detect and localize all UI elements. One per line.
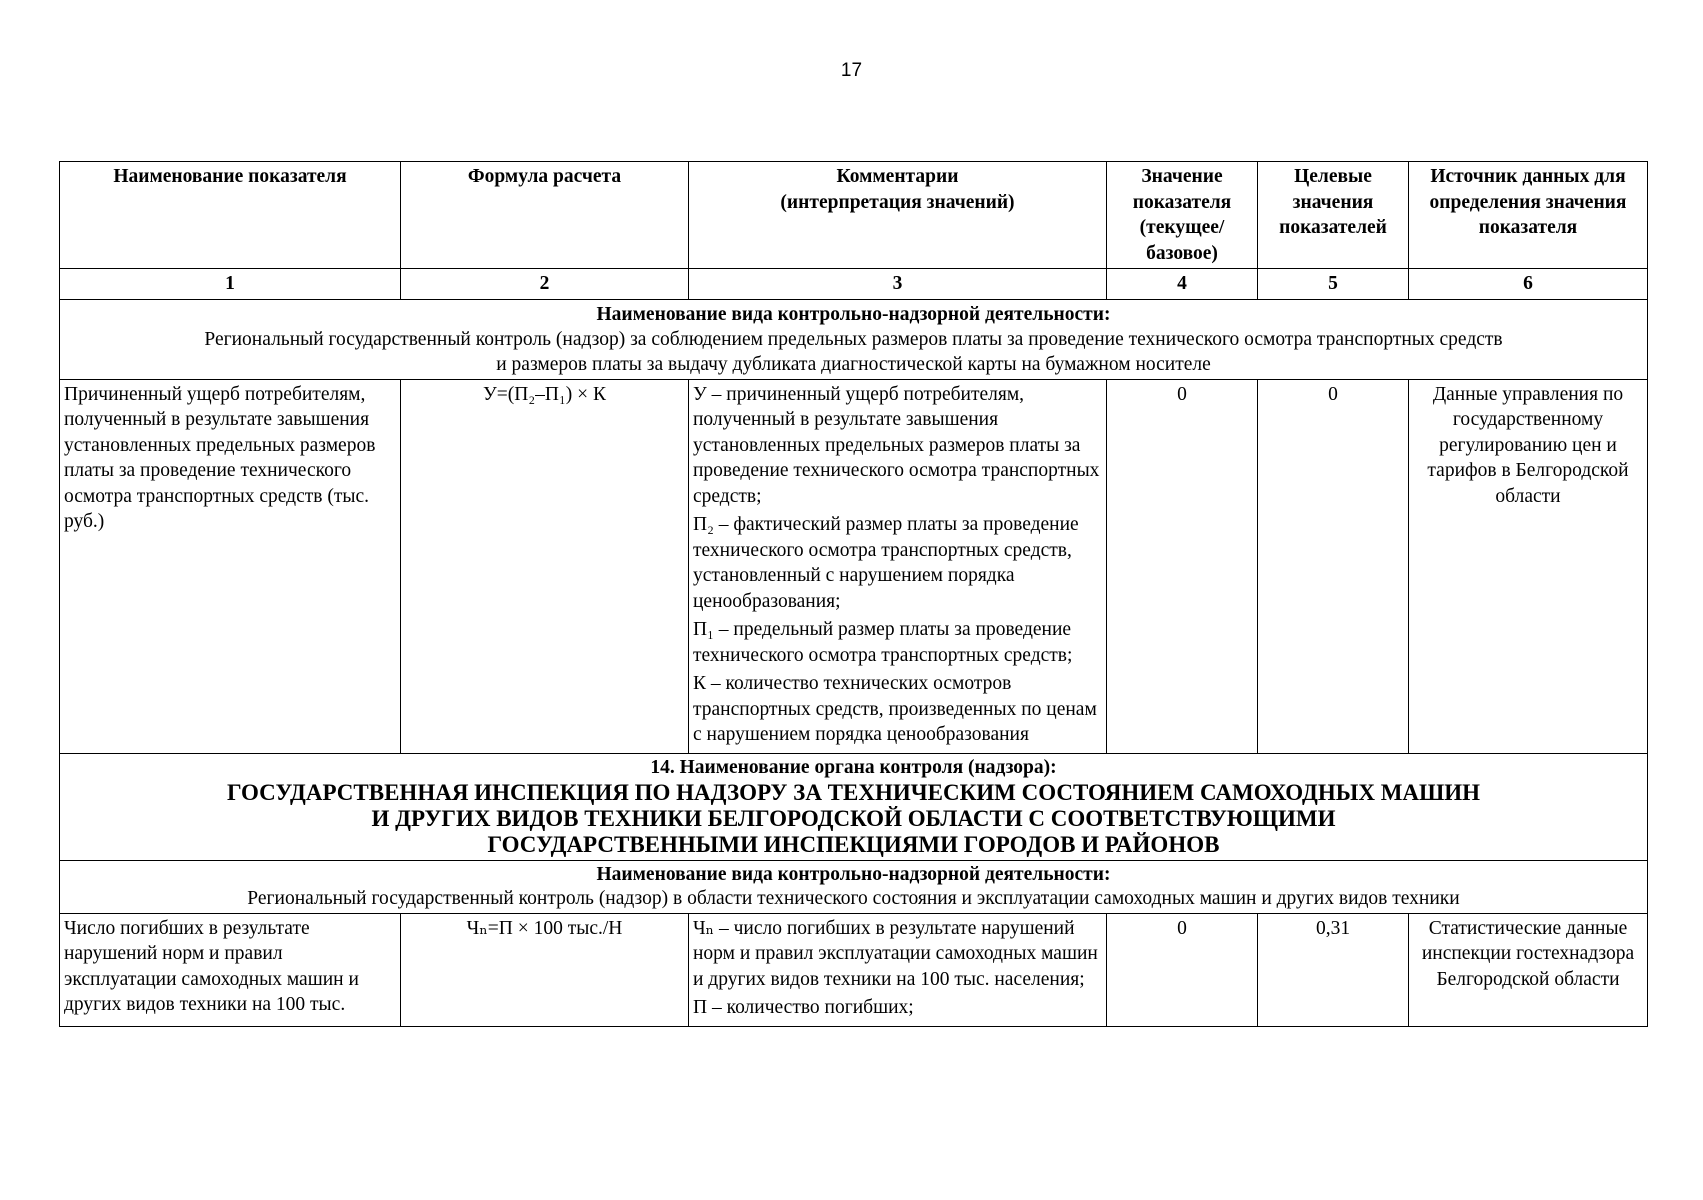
table-header-row [60, 162, 1648, 269]
activity-title: Наименование вида контрольно-надзорной деятельности: [596, 303, 1111, 325]
formula: Чₙ=П × 100 тыс./Н [401, 913, 689, 1026]
current-value: 0 [1107, 913, 1258, 1026]
activity-text: и размеров платы за выдачу дубликата диагностической карты на бумажном носителе [496, 353, 1211, 375]
comments [689, 913, 1107, 1026]
column-number: 6 [1409, 269, 1648, 300]
indicator-name: Число погибших в результате нарушений норм и правил эксплуатации самоходных машин и других видов техники на 100 тыс. [60, 913, 401, 1026]
header-formula: Формула расчета [401, 162, 689, 269]
formula: У=(П₂–П₁) × К [401, 379, 689, 753]
table-row [60, 379, 1648, 753]
column-number: 5 [1258, 269, 1409, 300]
current-value: 0 [1107, 379, 1258, 753]
column-number: 1 [60, 269, 401, 300]
comment-p: П – количество погибших; [693, 997, 914, 1018]
data-source: Данные управления по государственному регулированию цен и тарифов в Белгородской области [1409, 379, 1648, 753]
org-name: И ДРУГИХ ВИДОВ ТЕХНИКИ БЕЛГОРОДСКОЙ ОБЛАСТИ С СООТВЕТСТВУЮЩИМИ [371, 805, 1336, 831]
column-number: 4 [1107, 269, 1258, 300]
header-name: Наименование показателя [60, 162, 401, 269]
section-activity-row [60, 860, 1648, 913]
comment-ch: Чₙ – число погибших в результате нарушений норм и правил эксплуатации самоходных машин и других видов техники на 100 тыс. населения; [693, 917, 1098, 990]
activity-text: Региональный государственный контроль (надзор) в области технического состояния и эксплуатации самоходных машин и других видов техники [247, 887, 1460, 909]
indicators-table [59, 161, 1648, 1027]
comment-u: У – причиненный ущерб потребителям, полученный в результате завышения установленных предельных размеров платы за проведение технического осмотра транспортных средств; [693, 383, 1100, 507]
data-source: Статистические данные инспекции гостехнадзора Белгородской области [1409, 913, 1648, 1026]
comment-p1: П₁ – предельный размер платы за проведение технического осмотра транспортных средств; [693, 619, 1073, 666]
activity-title: Наименование вида контрольно-надзорной деятельности: [596, 863, 1111, 885]
org-name: ГОСУДАРСТВЕННАЯ ИНСПЕКЦИЯ ПО НАДЗОРУ ЗА ТЕХНИЧЕСКИМ СОСТОЯНИЕМ САМОХОДНЫХ МАШИН [226, 779, 1481, 805]
column-number: 3 [689, 269, 1107, 300]
header-source: Источник данных для определения значения показателя [1409, 162, 1648, 269]
table-row [60, 913, 1648, 1026]
header-target: Целевые значения показателей [1258, 162, 1409, 269]
org-title: 14. Наименование органа контроля (надзора): [650, 756, 1057, 778]
section-org-row [60, 753, 1648, 860]
target-value: 0 [1258, 379, 1409, 753]
section-activity-row [60, 299, 1648, 379]
header-value: Значение показателя (текущее/ базовое) [1107, 162, 1258, 269]
org-name: ГОСУДАРСТВЕННЫМИ ИНСПЕКЦИЯМИ ГОРОДОВ И РАЙОНОВ [487, 831, 1220, 857]
indicator-name: Причиненный ущерб потребителям, полученный в результате завышения установленных предельных размеров платы за проведение технического осмотра транспортных средств (тыс. руб.) [60, 379, 401, 753]
comment-k: К – количество технических осмотров транспортных средств, произведенных по ценам с нарушением порядка ценообразования [693, 673, 1097, 745]
header-comments: Комментарии (интерпретация значений) [689, 162, 1107, 269]
column-number-row [60, 269, 1648, 300]
page-number: 17 [840, 60, 863, 81]
activity-text: Региональный государственный контроль (надзор) за соблюдением предельных размеров платы за проведение технического осмотра транспортных средств [204, 328, 1503, 350]
target-value: 0,31 [1258, 913, 1409, 1026]
comment-p2: П₂ – фактический размер платы за проведение технического осмотра транспортных средств, установленный с нарушением порядка ценообразования; [693, 514, 1079, 612]
comments [689, 379, 1107, 753]
column-number: 2 [401, 269, 689, 300]
